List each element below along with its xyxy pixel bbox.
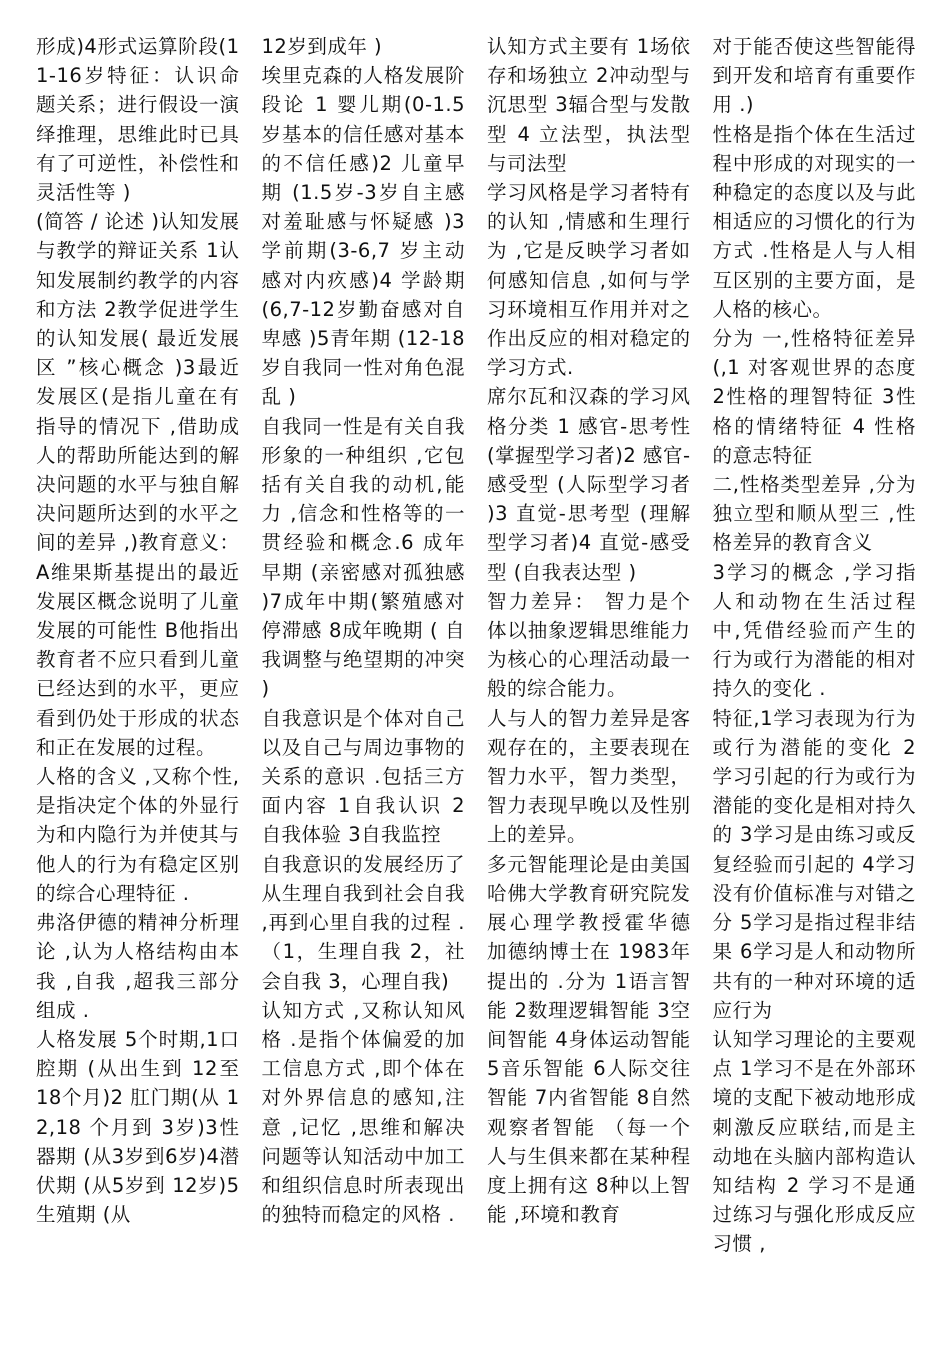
paragraph: 对于能否使这些智能得到开发和培育有重要作用 .)	[712, 35, 916, 117]
paragraph: 弗洛伊德的精神分析理论 ,认为人格结构由本我 ,自我 ,超我三部分组成 .	[36, 911, 240, 1022]
paragraph: 认知方式 ,又称认知风格 .是指个体偏爱的加工信息方式 ,即个体在对外界信息的感知,注意 ,记忆 ,思维和解决问题等认知活动中加工和组织信息时所表现出的独特而稳定的风格 .	[261, 998, 465, 1227]
paragraph: 智力差异： 智力是个体以抽象逻辑思维能力为核心的心理活动最一般的综合能力。	[487, 589, 691, 701]
text-column-2	[262, 32, 466, 1322]
paragraph: 认知方式主要有 1场依存和场独立 2冲动型与沉思型 3辐合型与发散型 4 立法型，执法型与司法型	[487, 35, 691, 175]
paragraph: 形成)4形式运算阶段(11-16岁特征：认识命题关系；进行假设一演绎推理，思维此时已具有了可逆性，补偿性和灵活性等 )	[36, 35, 240, 205]
paragraph: 12岁到成年 )	[261, 35, 383, 58]
document-page	[36, 32, 916, 1322]
paragraph: 分为 一,性格特征差异(,1 对客观世界的态度 2性格的理智特征 3性格的情绪特征 4 性格的意志特征	[712, 327, 916, 467]
paragraph: 二,性格类型差异 ,分为独立型和顺从型三 ,性格差异的教育含义	[712, 473, 916, 555]
paragraph: 自我意识的发展经历了从生理自我到社会自我 ,再到心里自我的过程 .（1，生理自我 2，社会自我 3，心理自我)	[261, 852, 465, 993]
paragraph: 认知学习理论的主要观点 1学习不是在外部环境的支配下被动地形成刺激反应联结,而是主动地在头脑内部构造认知结构 2 学习不是通过练习与强化形成反应习惯 ,	[712, 1027, 916, 1256]
paragraph: 多元智能理论是由美国哈佛大学教育研究院发展心理学教授霍华德 加德纳博士在 1983年提出的 .分为 1语言智能 2数理逻辑智能 3空间智能 4身体运动智能 5音乐智能 6人际交往智能 7内省智能 8自然观察者智能 （每一个人与生俱来都在某种程度上拥有这 8种以上智能 ,环境和教育	[487, 852, 691, 1227]
text-column-4	[713, 32, 917, 1322]
paragraph: 埃里克森的人格发展阶段论 1 婴儿期(0-1.5 岁基本的信任感对基本的不信任感)2 儿童早期 (1.5岁-3岁自主感对羞耻感与怀疑感 )3 学前期(3-6,7 岁主动感对内疚感)4 学龄期 (6,7-12岁勤奋感对自卑感 )5青年期 (12-18岁自我同一性对角色混乱 )	[261, 64, 465, 409]
text-column-1	[36, 32, 240, 1322]
paragraph: 学习风格是学习者特有的认知 ,情感和生理行为 ,它是反映学习者如何感知信息 ,如何与学习环境相互作用并对之作出反应的相对稳定的学习方式.	[487, 181, 691, 380]
paragraph: 人与人的智力差异是客观存在的，主要表现在智力水平，智力类型，智力表现早晚以及性别上的差异。	[487, 706, 691, 847]
paragraph: 自我意识是个体对自己以及自己与周边事物的关系的意识 .包括三方面内容 1自我认识 2 自我体验 3自我监控	[261, 706, 465, 847]
paragraph: 特征,1学习表现为行为或行为潜能的变化 2 学习引起的行为或行为潜能的变化是相对持久的 3学习是由练习或反复经验而引起的 4学习没有价值标准与对错之分 5学习是指过程非结果 6学习是人和动物所共有的一种对环境的适应行为	[712, 706, 916, 1022]
paragraph: 人格的含义 ,又称个性,是指决定个体的外显行为和内隐行为并使其与他人的行为有稳定区别的综合心理特征 .	[36, 765, 240, 905]
paragraph: 3学习的概念 ,学习指人和动物在生活过程中,凭借经验而产生的行为或行为潜能的相对持久的变化 .	[712, 560, 916, 701]
text-column-3	[487, 32, 691, 1322]
paragraph: (简答 / 论述 )认知发展与教学的辩证关系 1认知发展制约教学的内容和方法 2教学促进学生的认知发展( 最近发展区 ”核心概念 )3最近发展区(是指儿童在有指导的情况下 ,借助成人的帮助所能达到的解决问题的水平与独自解决问题所达到的水平之间的差异 ,)教育意义：A维果斯基提出的最近发展区概念说明了儿童发展的可能性 B他指出教育者不应只看到儿童已经达到的水平，更应看到仍处于形成的状态和正在发展的过程。	[36, 210, 240, 759]
paragraph: 性格是指个体在生活过程中形成的对现实的一种稳定的态度以及与此相适应的习惯化的行为方式 .性格是人与人相互区别的主要方面，是人格的核心。	[712, 122, 916, 321]
paragraph: 自我同一性是有关自我形象的一种组织 ,它包括有关自我的动机,能力 ,信念和性格等的一贯经验和概念.6 成年早期 (亲密感对孤独感 )7成年中期(繁殖感对停滞感 8成年晚期 ( 自我调整与绝望期的冲突 )	[261, 414, 465, 701]
paragraph: 席尔瓦和汉森的学习风格分类 1 感官-思考性 (掌握型学习者)2 感官-感受型 (人际型学习者 )3 直觉-思考型 (理解型学习者)4 直觉-感受型 (自我表达型 )	[487, 385, 691, 584]
paragraph: 人格发展 5个时期,1口腔期 (从出生到 12至 18个月)2 肛门期(从 12,18 个月到 3岁)3性器期 (从3岁到6岁)4潜伏期 (从5岁到 12岁)5生殖期 (从	[36, 1027, 240, 1227]
